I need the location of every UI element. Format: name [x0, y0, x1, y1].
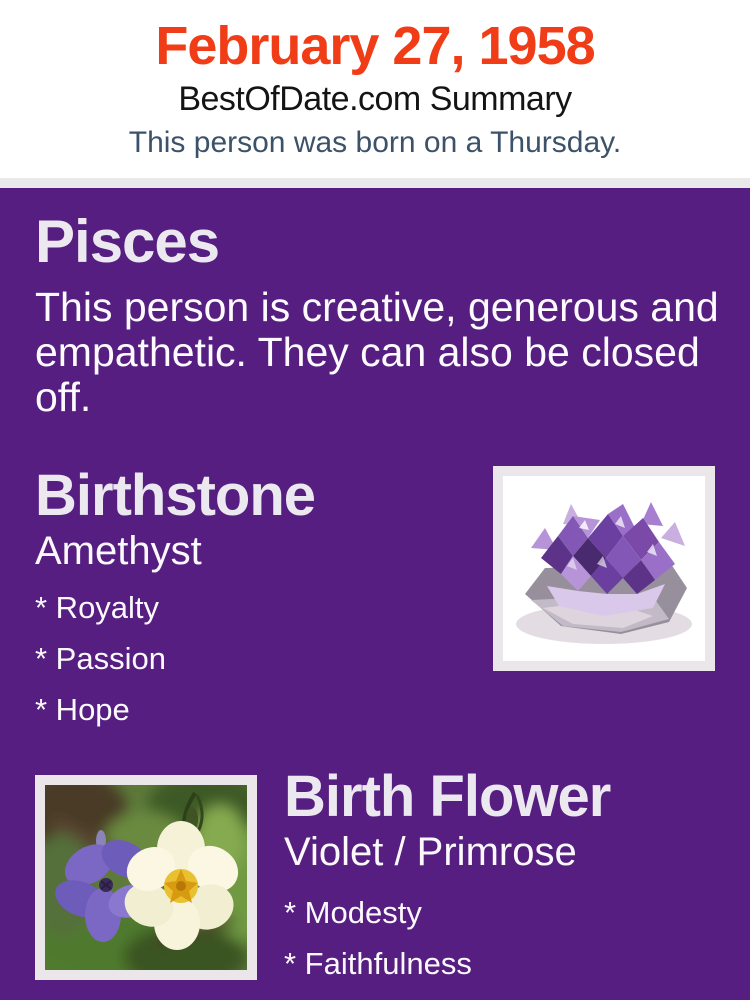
- birthstone-section: [35, 463, 715, 743]
- birthstone-traits: [35, 590, 315, 728]
- birthstone-trait: * Passion: [35, 641, 166, 677]
- violet-primrose-illustration: [45, 785, 247, 970]
- zodiac-section: [35, 208, 719, 421]
- birthstone-text: [35, 463, 315, 743]
- amethyst-illustration: [503, 476, 705, 661]
- birth-flower-section: [35, 764, 715, 997]
- birthstone-title: Birthstone: [35, 463, 315, 529]
- birthstone-name: Amethyst: [35, 529, 202, 574]
- header-divider: [0, 178, 750, 188]
- amethyst-image: [493, 466, 715, 671]
- birth-flower-text: [284, 764, 611, 997]
- birth-date-title: February 27, 1958: [155, 16, 595, 76]
- main-panel: [0, 188, 750, 1000]
- page-header: [0, 0, 750, 178]
- birth-flower-trait: * Faithfulness: [284, 946, 472, 982]
- birthstone-trait: * Hope: [35, 692, 130, 728]
- birthstone-trait: * Royalty: [35, 590, 160, 626]
- weekday-text: This person was born on a Thursday.: [128, 126, 622, 160]
- birth-flower-traits: [284, 895, 610, 982]
- violet-primrose-image: [35, 775, 257, 980]
- birth-flower-trait: * Modesty: [284, 895, 422, 931]
- birth-flower-title: Birth Flower: [284, 764, 611, 830]
- zodiac-title: Pisces: [35, 208, 220, 275]
- birth-flower-name: Violet / Primrose: [284, 830, 577, 875]
- site-summary-label: BestOfDate.com Summary: [178, 80, 572, 119]
- zodiac-description: This person is creative, generous and empathetic. They can also be closed off.: [35, 284, 719, 421]
